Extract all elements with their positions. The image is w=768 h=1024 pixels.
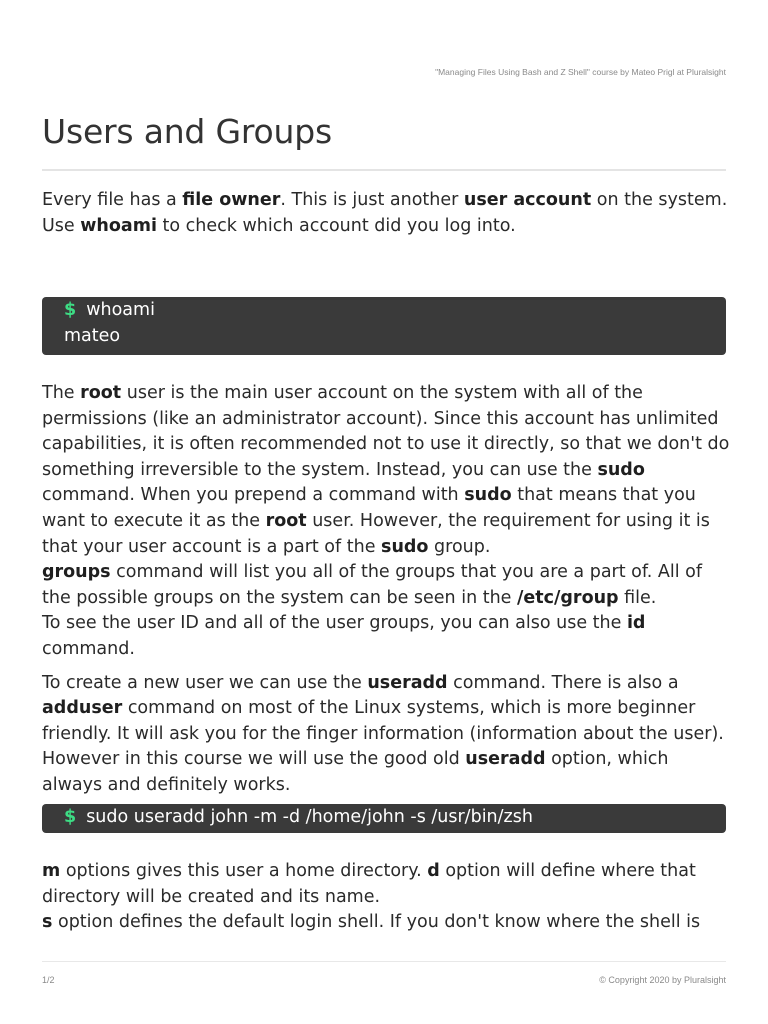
code-command: sudo useradd john -m -d /home/john -s /usr/bin/zsh	[86, 807, 533, 827]
code-command: whoami	[86, 300, 155, 320]
prompt-symbol: $	[64, 807, 77, 827]
shell-paragraph: s option defines the default login shell. If you don't know where the shell is	[42, 912, 701, 933]
code-command-line	[64, 805, 726, 831]
copyright-notice: © Copyright 2020 by Pluralsight	[599, 975, 726, 985]
page-title: Users and Groups	[42, 112, 332, 151]
groups-paragraph: groups command will list you all of the groups that you are a part of. All of the possible groups on the system can be seen in the /etc/group file.	[42, 562, 703, 608]
code-command-line	[64, 298, 726, 324]
course-attribution: "Managing Files Using Bash and Z Shell" course by Mateo Prigl at Pluralsight	[435, 67, 726, 77]
useradd-paragraph: To create a new user we can use the useradd command. There is also a adduser command on most of the Linux systems, which is more beginner friendly. It will ask you for the finger information (information about the user). However in this course we will use the good old useradd option, which always and definitely works.	[42, 672, 724, 795]
intro-section	[42, 188, 732, 239]
title-divider	[42, 169, 726, 171]
options-section	[42, 859, 730, 936]
code-output-line: mateo	[64, 325, 121, 346]
code-block-useradd	[42, 804, 726, 833]
intro-paragraph: Every file has a file owner. This is just another user account on the system. Use whoami to check which account did you log into.	[42, 190, 728, 236]
code-block-whoami	[42, 297, 726, 355]
root-section	[42, 381, 730, 799]
page-number: 1/2	[42, 975, 55, 985]
id-paragraph: To see the user ID and all of the user groups, you can also use the id command.	[42, 613, 646, 659]
footer-divider	[42, 961, 726, 962]
options-paragraph: m options gives this user a home directory. d option will define where that directory will be created and its name.	[42, 861, 696, 907]
root-paragraph: The root user is the main user account on the system with all of the permissions (like an administrator account). Since this account has unlimited capabilities, it is often recommended not to use it directly, so that we don't do something irreversible to the system. Instead, you can use the sudo command. When you prepend a command with sudo that means that you want to execute it as the root user. However, the requirement for using it is that your user account is a part of the sudo group.	[42, 383, 730, 557]
prompt-symbol: $	[64, 300, 77, 320]
